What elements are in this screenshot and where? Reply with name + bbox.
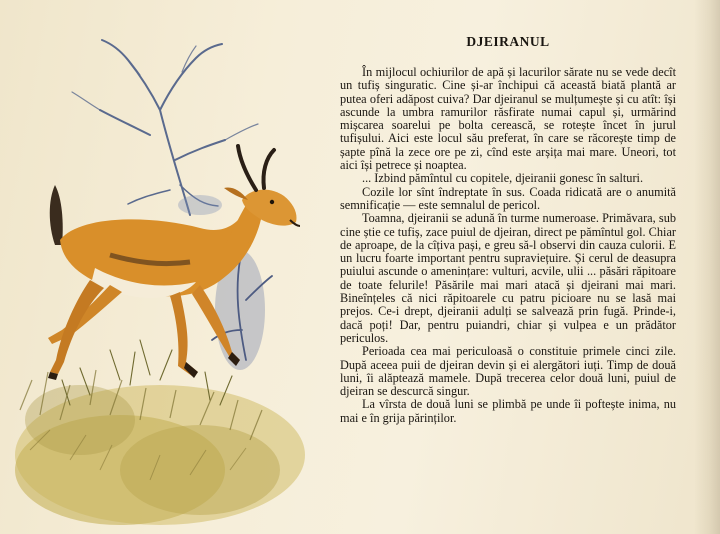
article xyxy=(340,34,676,425)
paragraph-1: În mijlocul ochiurilor de apă și lacurilor sărate nu se vede decît un tufiș singuratic. Cine și-ar închipui că această biată plantă ar putea oferi adăpost cuiva? Dar djeiranul se mulțumește și cu atît: își ascunde la umbra ramurilor răsfirate numai capul și, urmărind mișcarea soarelui pe bolta cerească, se rotește încet în jurul tufișului. Aici este locul său preferat, în care se răcorește timp de șapte pînă la zece ore pe zi, cînd este arșița mai mare. Uneori, tot aici își petrece și noaptea. xyxy=(340,65,676,173)
gazelle-figure xyxy=(48,146,300,380)
paragraph-2: ... Izbind pămîntul cu copitele, djeiranii gonesc în salturi. xyxy=(362,171,644,186)
paragraph-3: Cozile lor sînt îndreptate în sus. Coada ridicată are o anumită semnificație — este semnalul de pericol. xyxy=(340,184,676,212)
paragraph-5: Perioada cea mai periculoasă o constituie primele cinci zile. După aceea puii de djeiran devin și ei alergători iuți. Timp de două luni, îi alăptează mamele. După trecerea celor două luni, puiul de djeiran se descurcă singur. xyxy=(340,344,676,399)
bare-bush xyxy=(72,40,272,370)
paragraph-4: Toamna, djeiranii se adună în turme numeroase. Primăvara, sub cine știe ce tufiș, zace puiul de djeiran, direct pe pămîntul gol. Chiar de aproape, de la cîțiva pași, e greu să-l observi din cauza culorii. E un lucru foarte important pentru supraviețuire. Și cerul de deasupra puiului ascunde o amenințare: vulturi, acvile, ulii ... păsări răpitoare de toate felurile! Păsările mai mari atacă și djeirani mai mari. Bineînțeles că nici răpitoarele cu patru picioare nu se lasă mai prejos. Ce-i drept, djeiranii adulți se salvează prin fugă. Prinde-i, dacă poți! Dar, pentru puiandri, chiar și vulpea e un prădător periculos. xyxy=(340,211,676,345)
article-title: DJEIRANUL xyxy=(466,34,550,49)
page-fold-shadow xyxy=(694,0,720,534)
grass-patch xyxy=(15,370,305,525)
paragraph-6: La vîrsta de două luni se plimbă pe unde îi poftește inima, nu mai e în grija părinților. xyxy=(340,397,676,425)
gazelle-illustration xyxy=(0,0,335,534)
